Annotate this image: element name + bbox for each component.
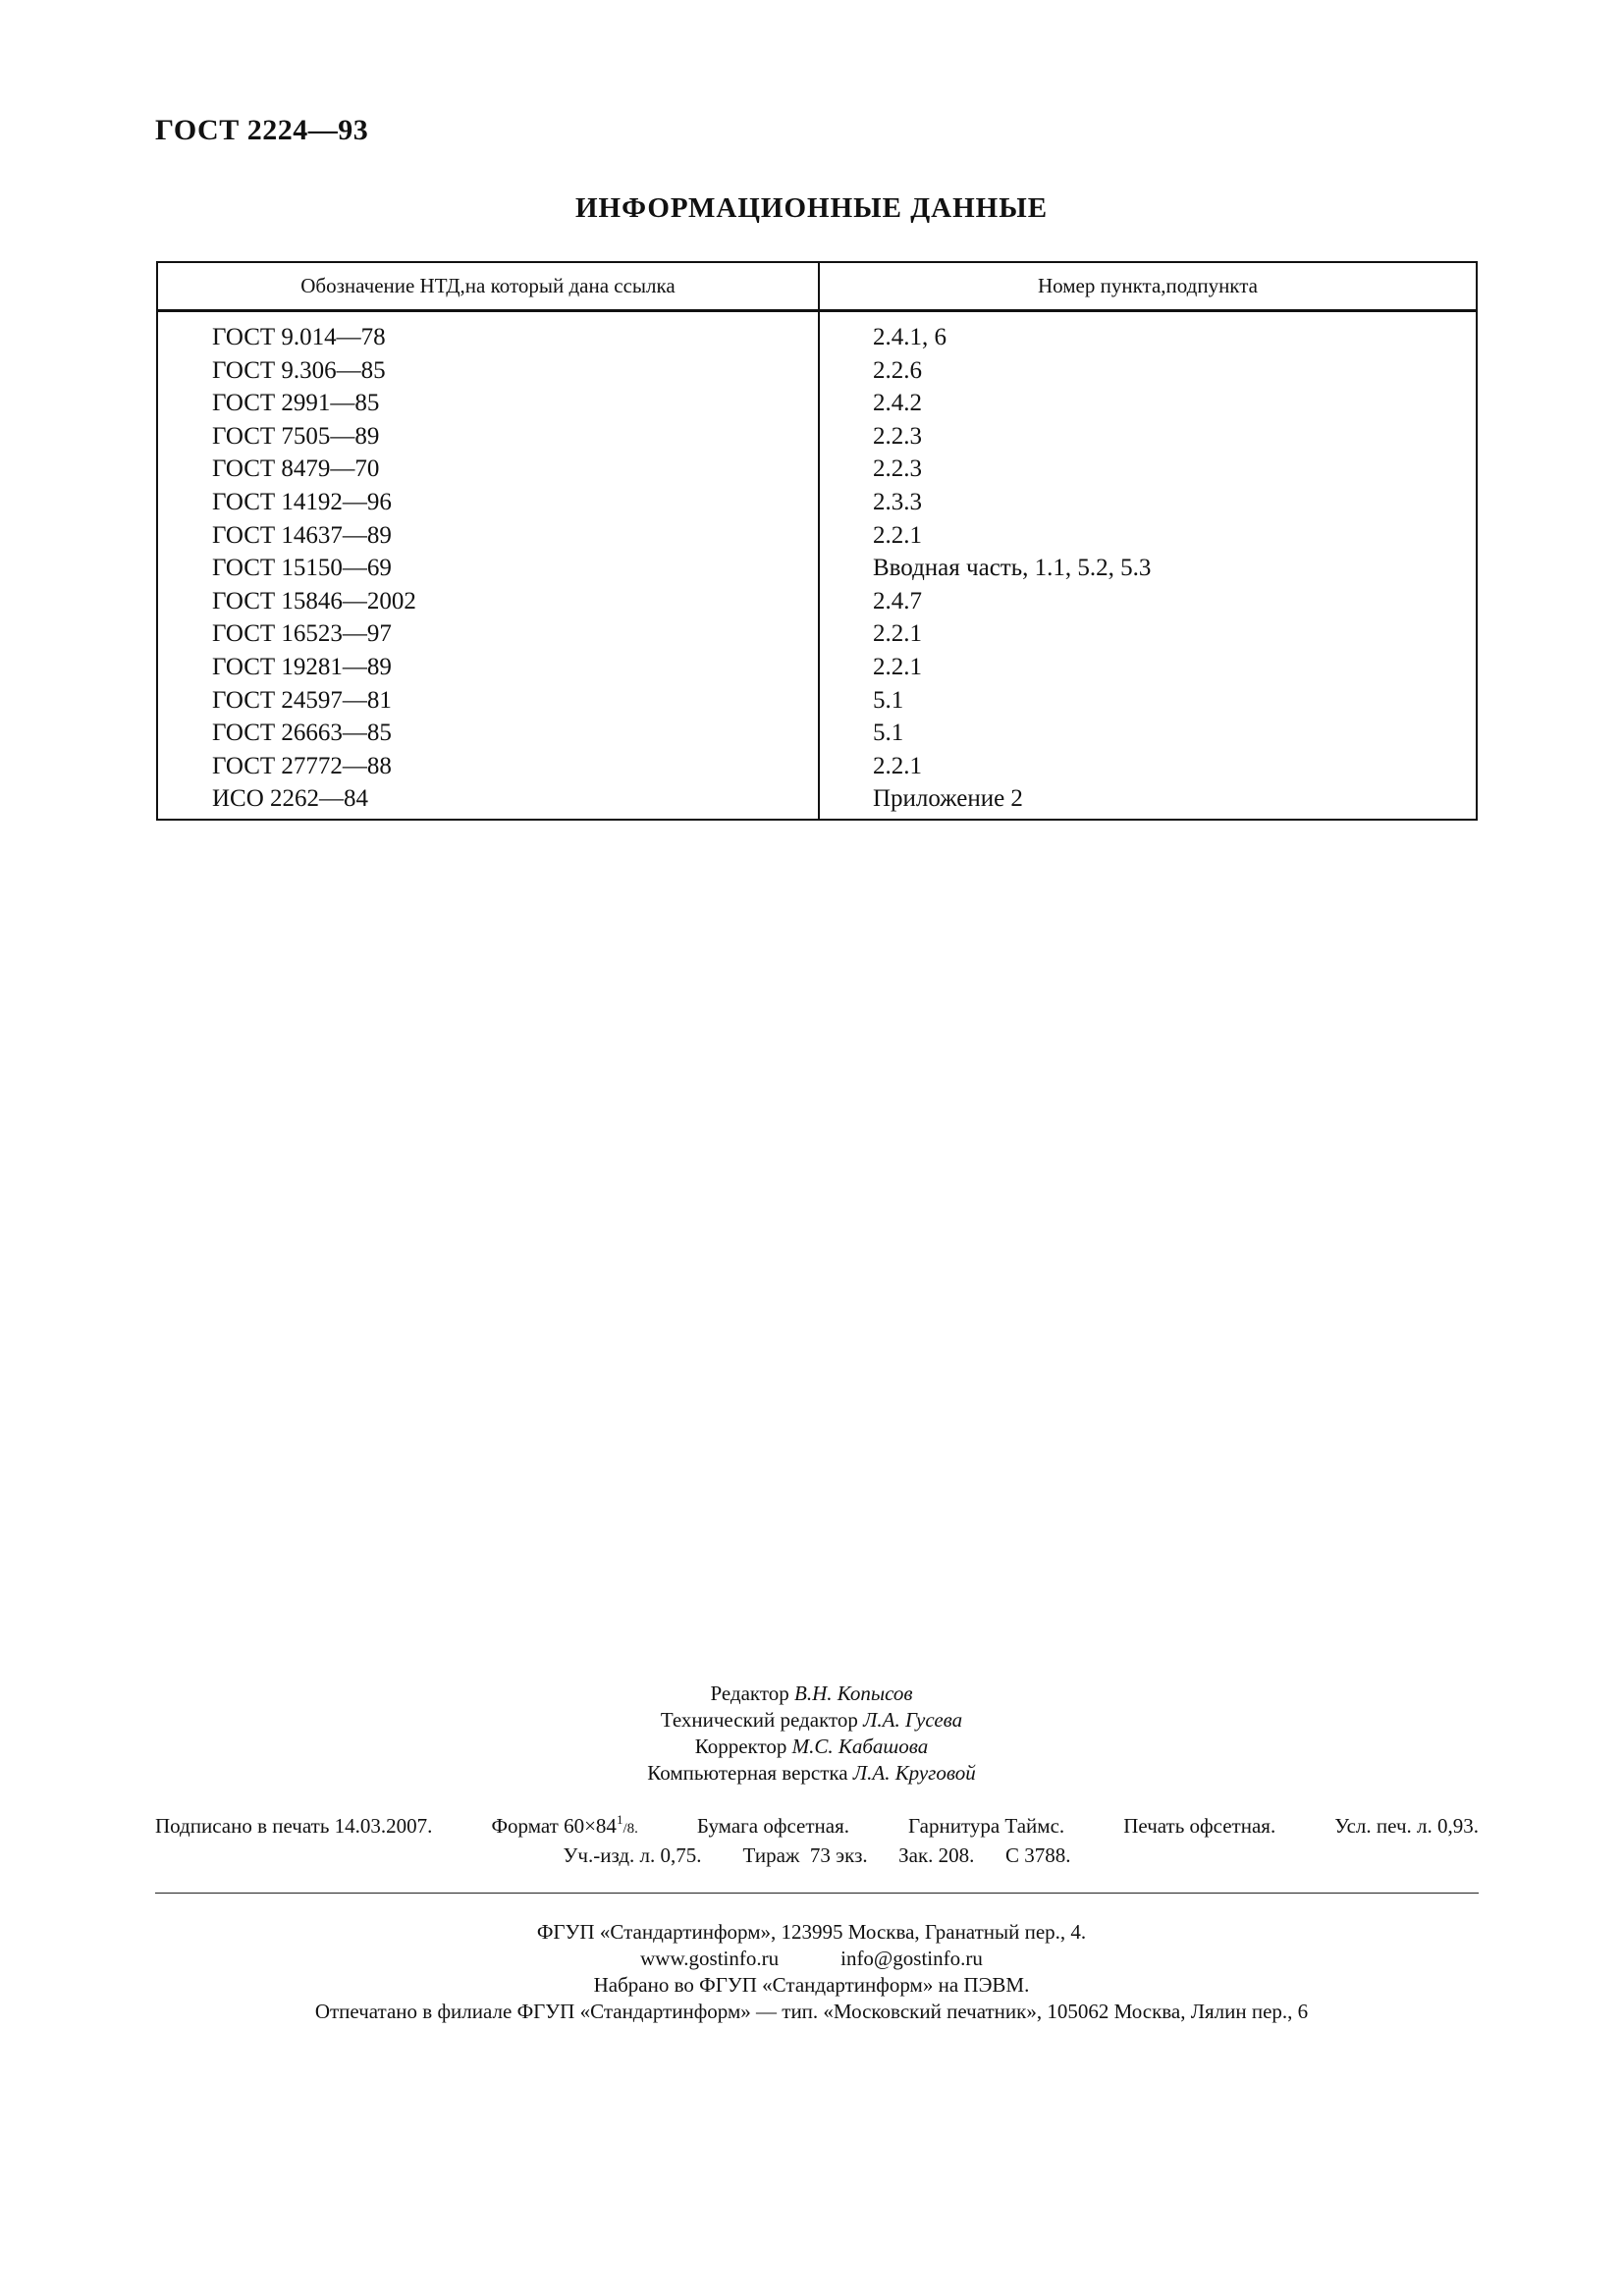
reference-cell: ГОСТ 24597—81 xyxy=(212,686,392,714)
publisher-block xyxy=(0,1919,1623,2025)
reference-cell: ГОСТ 15150—69 xyxy=(212,555,392,582)
credit-layout: Компьютерная верстка Л.А. Круговой xyxy=(647,1761,976,1785)
table-row xyxy=(158,552,1476,585)
table-row xyxy=(158,321,1476,354)
publisher-address: ФГУП «Стандартинформ», 123995 Москва, Гранатный пер., 4. xyxy=(536,1920,1087,1944)
reference-cell: ГОСТ 27772—88 xyxy=(212,752,392,779)
section-title: ИНФОРМАЦИОННЫЕ ДАННЫЕ xyxy=(574,192,1049,224)
column-header-reference: Обозначение НТД,на который дана ссылка xyxy=(300,274,676,297)
publisher-contacts xyxy=(0,1946,1623,1972)
reference-cell: ГОСТ 14192—96 xyxy=(212,488,392,515)
imprint-paper: Бумага офсетная. xyxy=(696,1814,849,1838)
imprint-format: Формат $60\times 84^1/8$. xyxy=(491,1812,638,1838)
table-row xyxy=(158,387,1476,420)
imprint-pub-sheets: Уч.-изд. л. 0,75. xyxy=(563,1843,702,1867)
credit-tech-editor: Технический редактор Л.А. Гусева xyxy=(660,1708,963,1732)
reference-cell: ГОСТ 15846—2002 xyxy=(212,587,416,614)
table-row xyxy=(158,717,1476,750)
reference-cell: ГОСТ 19281—89 xyxy=(212,653,392,680)
imprint-signed: Подписано в печать 14.03.2007. xyxy=(155,1814,433,1838)
reference-cell: ГОСТ 9.306—85 xyxy=(212,356,386,384)
document-id: ГОСТ 2224—93 xyxy=(155,114,369,146)
column-header-clause: Номер пункта,подпункта xyxy=(1037,274,1258,297)
reference-cell: ГОСТ 2991—85 xyxy=(212,390,380,417)
clause-cell: 5.1 xyxy=(873,686,904,714)
clause-cell: 2.2.6 xyxy=(873,356,922,384)
publisher-website: www.gostinfo.ru xyxy=(640,1947,780,1970)
clause-cell: 2.4.1, 6 xyxy=(873,324,947,350)
publisher-printed: Отпечатано в филиале ФГУП «Стандартинформ» — тип. «Московский печатник», 105062 Москва, Лялин пер., 6 xyxy=(314,2000,1309,2023)
imprint-order: Зак. 208. xyxy=(898,1843,975,1867)
table-row xyxy=(158,354,1476,388)
clause-cell: 2.2.3 xyxy=(873,422,922,450)
imprint-block xyxy=(155,1813,1479,1869)
table-row xyxy=(158,684,1476,718)
table-row xyxy=(158,519,1476,553)
table-row xyxy=(158,486,1476,519)
imprint-print-sheets: Усл. печ. л. 0,93. xyxy=(1334,1814,1479,1838)
table-row xyxy=(158,420,1476,454)
clause-cell: 2.4.2 xyxy=(873,390,922,417)
clause-cell: 2.3.3 xyxy=(873,488,922,515)
clause-cell: 2.2.3 xyxy=(873,455,922,483)
clause-cell: 2.2.1 xyxy=(873,752,922,779)
reference-cell: ГОСТ 7505—89 xyxy=(212,422,380,450)
table-row xyxy=(158,651,1476,684)
reference-cell: ИСО 2262—84 xyxy=(212,785,369,813)
references-table xyxy=(156,261,1478,821)
imprint-code: С 3788. xyxy=(1004,1843,1071,1867)
table-row xyxy=(158,617,1476,651)
clause-cell: 2.2.1 xyxy=(873,620,922,648)
publisher-typeset: Набрано во ФГУП «Стандартинформ» на ПЭВМ. xyxy=(593,1973,1030,1997)
table-row xyxy=(158,585,1476,618)
table-row xyxy=(158,750,1476,783)
reference-cell: ГОСТ 9.014—78 xyxy=(212,324,386,350)
credits-block xyxy=(0,1681,1623,1787)
table-row xyxy=(158,782,1476,816)
imprint-run: Тираж 73 экз. xyxy=(742,1843,868,1867)
imprint-line-2 xyxy=(155,1842,1479,1869)
table-body xyxy=(158,321,1476,816)
credit-editor: Редактор В.Н. Копысов xyxy=(710,1682,913,1705)
clause-cell: Приложение 2 xyxy=(873,785,1023,813)
clause-cell: 5.1 xyxy=(873,720,904,747)
clause-cell: Вводная часть, 1.1, 5.2, 5.3 xyxy=(873,555,1152,582)
reference-cell: ГОСТ 16523—97 xyxy=(212,620,392,648)
clause-cell: 2.4.7 xyxy=(873,587,922,614)
clause-cell: 2.2.1 xyxy=(873,521,922,549)
imprint-printing: Печать офсетная. xyxy=(1123,1814,1276,1838)
reference-cell: ГОСТ 14637—89 xyxy=(212,521,392,549)
clause-cell: 2.2.1 xyxy=(873,653,922,680)
reference-cell: ГОСТ 8479—70 xyxy=(212,455,380,483)
publisher-email: info@gostinfo.ru xyxy=(840,1947,983,1970)
divider-rule xyxy=(155,1893,1479,1894)
imprint-line-1 xyxy=(155,1813,1479,1842)
reference-cell: ГОСТ 26663—85 xyxy=(212,720,392,747)
imprint-typeface: Гарнитура Таймс. xyxy=(908,1814,1065,1838)
table-row xyxy=(158,453,1476,486)
header-rule xyxy=(158,309,1476,312)
credit-proofreader: Корректор М.С. Кабашова xyxy=(694,1735,929,1758)
